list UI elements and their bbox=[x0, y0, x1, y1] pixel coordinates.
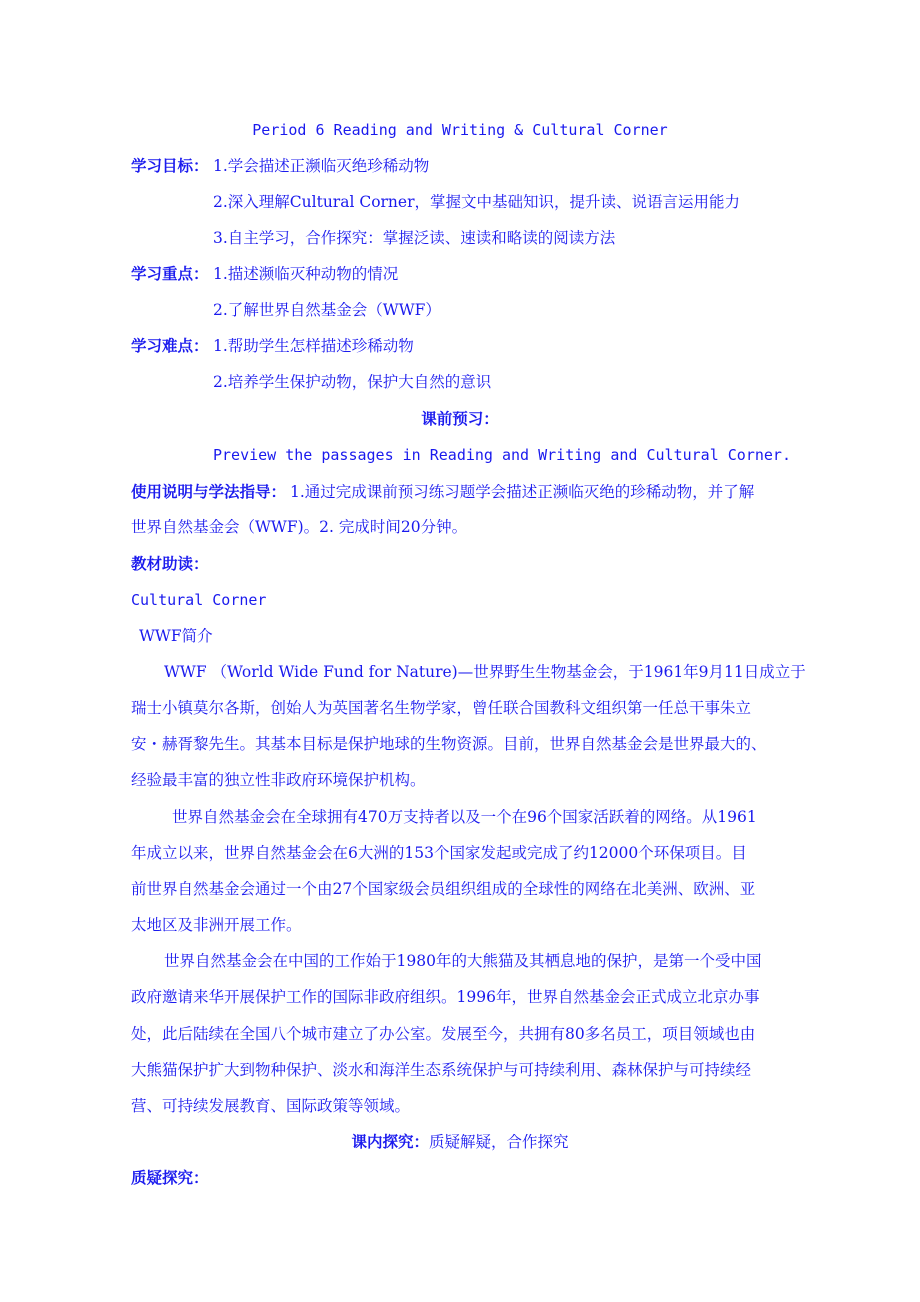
paragraph-line: 瑞士小镇莫尔各斯，创始人为英国著名生物学家，曾任联合国教科文组织第一任总干事朱立 bbox=[131, 699, 752, 717]
objective-item: 3.自主学习，合作探究：掌握泛读、速读和略读的阅读方法 bbox=[213, 229, 616, 247]
class-inquiry-text: 质疑解疑，合作探究 bbox=[429, 1133, 569, 1151]
key-point-item: 2.了解世界自然基金会（WWF） bbox=[213, 301, 441, 319]
difficulty-item: 2.培养学生保护动物，保护大自然的意识 bbox=[213, 373, 492, 391]
paragraph-line: 大熊猫保护扩大到物种保护、淡水和海洋生态系统保护与可持续利用、森林保护与可持续经 bbox=[131, 1061, 752, 1079]
paragraph-line: 世界自然基金会在中国的工作始于1980年的大熊猫及其栖息地的保护，是第一个受中国 bbox=[164, 952, 762, 970]
objective-item: 2.深入理解Cultural Corner，掌握文中基础知识，提升读、说语言运用能力 bbox=[213, 193, 741, 211]
wwf-heading: WWF简介 bbox=[139, 627, 213, 645]
difficulties-label: 学习难点： bbox=[131, 336, 209, 355]
preview-text: Preview the passages in Reading and Writing and Cultural Corner. bbox=[213, 446, 791, 464]
objectives-label: 学习目标： bbox=[131, 156, 209, 175]
key-point-item: 1.描述濒临灭种动物的情况 bbox=[213, 265, 399, 283]
paragraph-line: 太地区及非洲开展工作。 bbox=[131, 916, 302, 934]
instructions-line: 1.通过完成课前预习练习题学会描述正濒临灭绝的珍稀动物，并了解 bbox=[290, 483, 755, 501]
paragraph-line: 世界自然基金会在全球拥有470万支持者以及一个在96个国家活跃着的网络。从1961 bbox=[172, 808, 757, 826]
paragraph-line: 营、可持续发展教育、国际政策等领域。 bbox=[131, 1097, 411, 1115]
class-inquiry bbox=[0, 1132, 920, 1152]
textbook-heading: 教材助读： bbox=[131, 554, 209, 573]
question-heading: 质疑探究： bbox=[131, 1168, 209, 1187]
paragraph-line: 政府邀请来华开展保护工作的国际非政府组织。1996年，世界自然基金会正式成立北京办事 bbox=[131, 988, 760, 1006]
instructions-line: 世界自然基金会（WWF)。2. 完成时间20分钟。 bbox=[131, 518, 468, 536]
difficulty-item: 1.帮助学生怎样描述珍稀动物 bbox=[213, 337, 414, 355]
objective-item: 1.学会描述正濒临灭绝珍稀动物 bbox=[213, 157, 430, 175]
paragraph-line: 前世界自然基金会通过一个由27个国家级会员组织组成的全球性的网络在北美洲、欧洲、亚 bbox=[131, 880, 756, 898]
paragraph-line: 处，此后陆续在全国八个城市建立了办公室。发展至今，共拥有80多名员工，项目领域也由 bbox=[131, 1025, 756, 1043]
preview-heading: 课前预习： bbox=[421, 409, 499, 428]
instructions-label: 使用说明与学法指导： bbox=[131, 482, 287, 501]
key-points-label: 学习重点： bbox=[131, 264, 209, 283]
paragraph-line: WWF （World Wide Fund for Nature)—世界野生生物基金会，于1961年9月11日成立于 bbox=[164, 663, 806, 681]
paragraph-line: 安・赫胥黎先生。其基本目标是保护地球的生物资源。目前，世界自然基金会是世界最大的、 bbox=[131, 735, 767, 753]
class-inquiry-label: 课内探究： bbox=[351, 1132, 429, 1151]
paragraph-line: 年成立以来，世界自然基金会在6大洲的153个国家发起或完成了约12000个环保项目。目 bbox=[131, 844, 747, 862]
paragraph-line: 经验最丰富的独立性非政府环境保护机构。 bbox=[131, 771, 426, 789]
page-title: Period 6 Reading and Writing & Cultural Corner bbox=[252, 121, 668, 139]
section-title: Cultural Corner bbox=[131, 591, 267, 609]
